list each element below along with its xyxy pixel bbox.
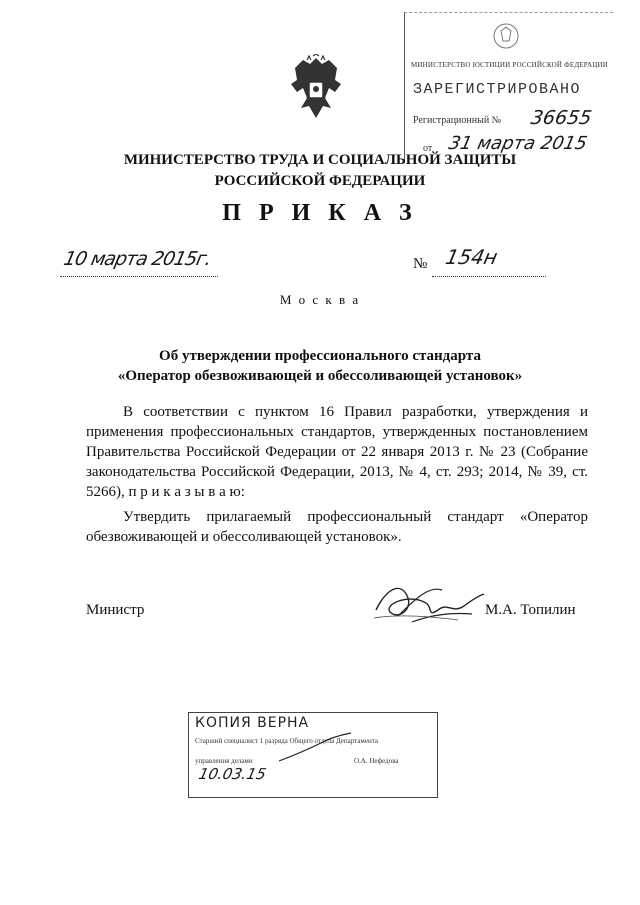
ministry-name	[0, 150, 640, 192]
coat-of-arms-icon	[287, 54, 345, 124]
document-title	[0, 346, 640, 386]
small-emblem-icon	[491, 21, 521, 51]
copy-stamp-title: КОПИЯ ВЕРНА	[195, 715, 310, 731]
copy-stamp	[188, 712, 438, 798]
document-type: П Р И К А З	[222, 200, 418, 226]
ministry-line1: МИНИСТЕРСТВО ТРУДА И СОЦИАЛЬНОЙ ЗАЩИТЫ	[123, 152, 517, 168]
registration-stamp	[404, 12, 613, 163]
paragraph-1: В соответствии с пунктом 16 Правил разработки, утверждения и применения профессиональных стандартов, утвержденных постановлением Правительства Российской Федерации от 22 января 2013 г. № 23 (Собрание законодательства Российской Федерации, 2013, № 4, ст. 293; 2014, № 39, ст. 5266), п р и к а з ы в а ю:	[86, 404, 588, 500]
copy-stamp-line1: Старший специалист 1 разряда Общего отдела Департамента	[195, 737, 378, 745]
stamp-ministry: МИНИСТЕРСТВО ЮСТИЦИИ РОССИЙСКОЙ ФЕДЕРАЦИИ	[411, 61, 608, 69]
copy-stamp-signer: О.А. Нефедова	[354, 757, 399, 765]
number-sign: №	[413, 256, 428, 272]
title-line1: Об утверждении профессионального стандарта	[159, 348, 481, 364]
stamp-date: 31 марта 2015	[446, 133, 589, 154]
copy-signature-icon	[275, 731, 355, 771]
stamp-number-label: Регистрационный №	[413, 115, 502, 126]
copy-stamp-line2: управления делами	[195, 757, 253, 765]
order-number: 154н	[443, 245, 500, 269]
stamp-date-label: от	[423, 143, 433, 154]
paragraph-2: Утвердить прилагаемый профессиональный стандарт «Оператор обезвоживающей и обессоливающей установок».	[86, 509, 588, 545]
signer-name: М.А. Топилин	[485, 602, 576, 618]
signer-position: Министр	[86, 602, 145, 618]
order-date: 10 марта 2015г.	[61, 248, 213, 270]
stamp-number: 36655	[529, 107, 594, 129]
city: М о с к в а	[279, 292, 361, 307]
copy-stamp-date: 10.03.15	[197, 765, 268, 783]
stamp-status: ЗАРЕГИСТРИРОВАНО	[413, 81, 582, 98]
ministry-line2: РОССИЙСКОЙ ФЕДЕРАЦИИ	[214, 173, 426, 189]
handwritten-signature-icon	[368, 576, 488, 632]
title-line2: «Оператор обезвоживающей и обессоливающей установок»	[117, 368, 523, 384]
